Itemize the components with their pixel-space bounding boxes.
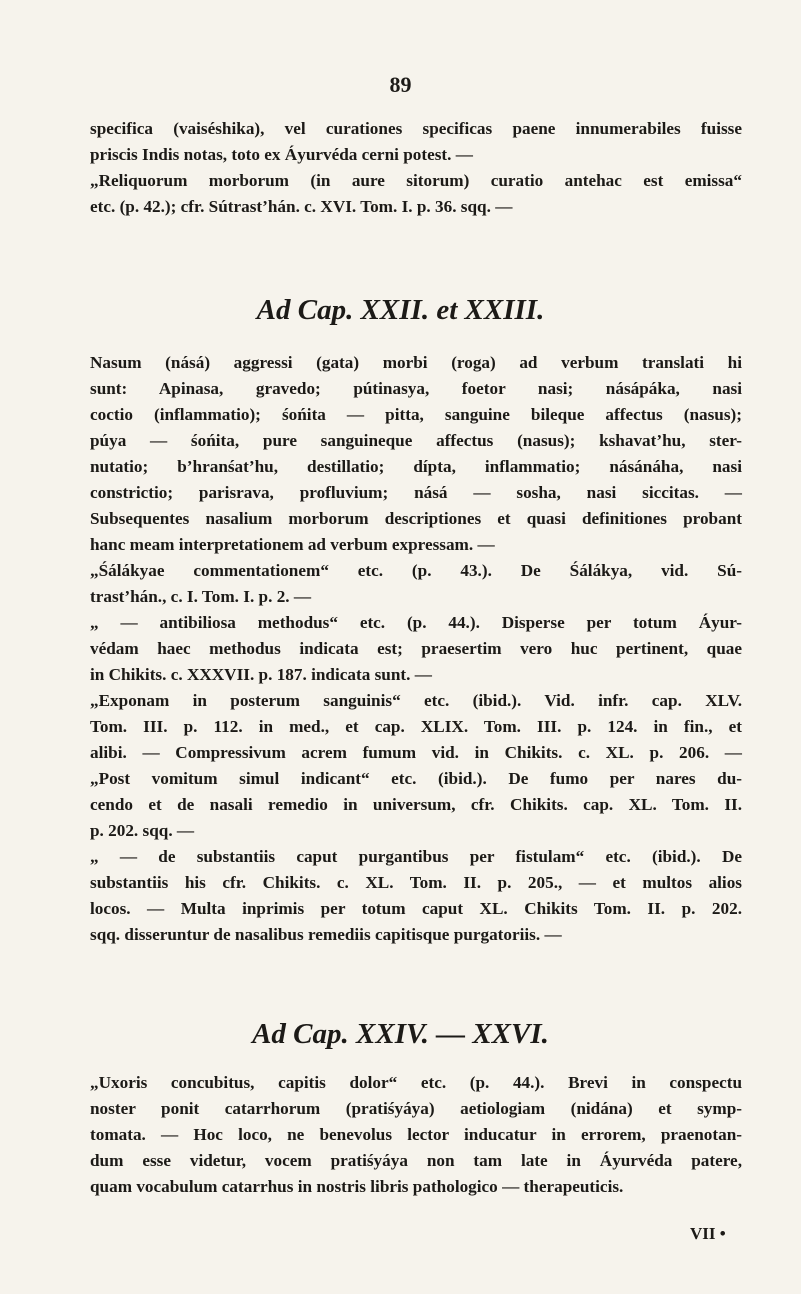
text-line: priscis Indis notas, toto ex Áyurvéda cerni potest. — — [90, 145, 473, 164]
section-2-text — [90, 1070, 742, 1200]
text-line: „ — de substantiis caput purgantibus per fistulam“ etc. (ibid.). De — [90, 847, 742, 866]
text-line: Nasum (násá) aggressi (gata) morbi (roga) ad verbum translati hi — [90, 353, 742, 372]
page-number: 89 — [389, 72, 412, 97]
text-line: nutatio; b’hranśat’hu, destillatio; dípta, inflammatio; násánáha, nasi — [90, 457, 742, 476]
text-line: alibi. — Compressivum acrem fumum vid. in Chikits. c. XL. p. 206. — — [90, 743, 742, 762]
text-line: Subsequentes nasalium morborum descriptiones et quasi definitiones probant — [90, 509, 742, 528]
text-line: hanc meam interpretationem ad verbum expressam. — — [90, 535, 495, 554]
text-line: etc. (p. 42.); cfr. Sútrast’hán. c. XVI. Tom. I. p. 36. sqq. — — [90, 197, 513, 216]
text-line: púya — śońita, pure sanguineque affectus (nasus); kshavat’hu, ster- — [90, 431, 742, 450]
text-line: „Exponam in posterum sanguinis“ etc. (ibid.). Vid. infr. cap. XLV. — [90, 691, 742, 710]
text-line: Tom. III. p. 112. in med., et cap. XLIX. Tom. III. p. 124. in fin., et — [90, 717, 742, 736]
text-line: sunt: Apinasa, gravedo; pútinasya, foetor nasi; násápáka, nasi — [90, 379, 742, 398]
text-line: locos. — Multa inprimis per totum caput XL. Chikits Tom. II. p. 202. — [90, 899, 742, 918]
text-line: p. 202. sqq. — — [90, 821, 195, 840]
section-heading-2: Ad Cap. XXIV. — XXVI. — [252, 1018, 549, 1050]
section-heading-1: Ad Cap. XXII. et XXIII. — [256, 294, 545, 326]
text-line: coctio (inflammatio); śońita — pitta, sanguine bileque affectus (nasus); — [90, 405, 742, 424]
text-line: specifica (vaiséshika), vel curationes specificas paene innumerabiles fuisse — [90, 119, 742, 138]
text-line: dum esse videtur, vocem pratiśyáya non tam late in Áyurvéda patere, — [90, 1151, 742, 1170]
text-line: substantiis his cfr. Chikits. c. XL. Tom. II. p. 205., — et multos alios — [90, 873, 742, 892]
text-line: „Uxoris concubitus, capitis dolor“ etc. (p. 44.). Brevi in conspectu — [90, 1073, 742, 1092]
text-line: cendo et de nasali remedio in universum, cfr. Chikits. cap. XL. Tom. II. — [90, 795, 742, 814]
text-line: constrictio; parisrava, profluvium; násá — sosha, nasi siccitas. — — [90, 483, 742, 502]
text-line: „Post vomitum simul indicant“ etc. (ibid.). De fumo per nares du- — [90, 769, 742, 788]
text-line: quam vocabulum catarrhus in nostris libris pathologico — therapeuticis. — [90, 1177, 624, 1196]
text-line: tomata. — Hoc loco, ne benevolus lector inducatur in errorem, praenotan- — [90, 1125, 742, 1144]
text-line: trast’hán., c. I. Tom. I. p. 2. — — [90, 587, 312, 606]
signature-mark: VII • — [690, 1224, 726, 1243]
text-line: védam haec methodus indicata est; praesertim vero huc pertinent, quae — [90, 639, 742, 658]
text-line: „ — antibiliosa methodus“ etc. (p. 44.). Disperse per totum Áyur- — [90, 613, 742, 632]
section-1-text — [90, 350, 742, 948]
intro-paragraph — [90, 116, 742, 220]
text-line: noster ponit catarrhorum (pratiśyáya) aetiologiam (nidána) et symp- — [90, 1099, 742, 1118]
text-line: sqq. disseruntur de nasalibus remediis capitisque purgatoriis. — — [90, 925, 562, 944]
text-line: „Śálákyae commentationem“ etc. (p. 43.). De Śálákya, vid. Sú- — [90, 561, 742, 580]
text-line: „Reliquorum morborum (in aure sitorum) curatio antehac est emissa“ — [90, 171, 742, 190]
text-line: in Chikits. c. XXXVII. p. 187. indicata sunt. — — [90, 665, 432, 684]
